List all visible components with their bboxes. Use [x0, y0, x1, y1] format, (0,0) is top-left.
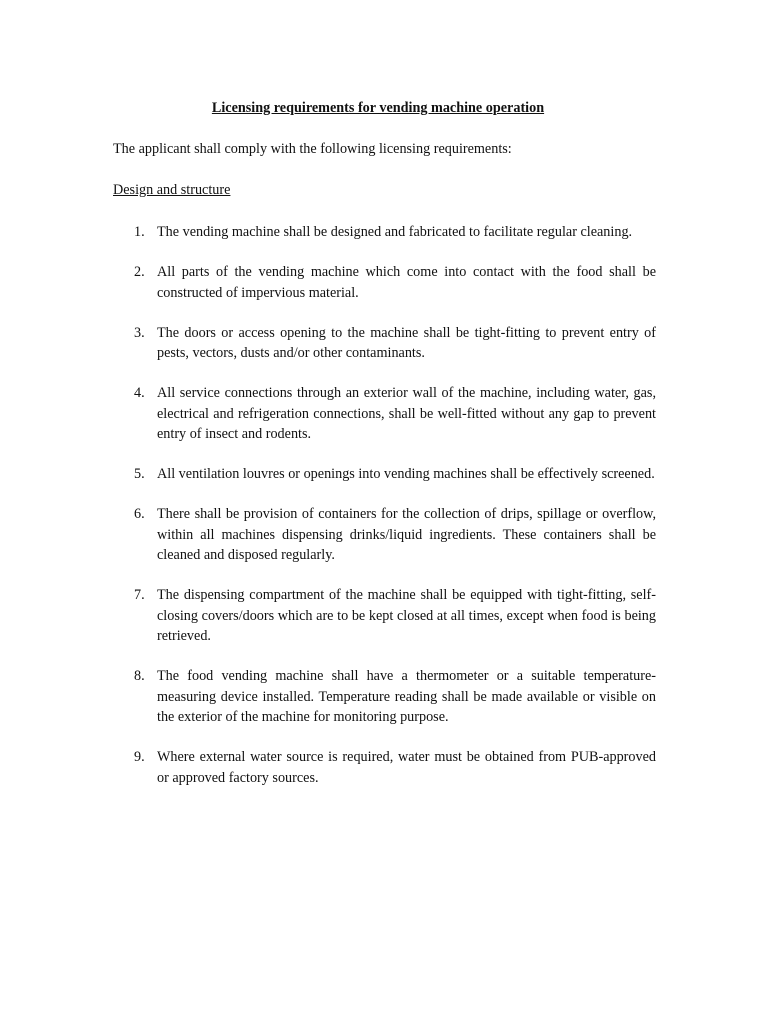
- list-item: [0, 585, 768, 647]
- item-number: 6.: [134, 506, 145, 522]
- item-text: The dispensing compartment of the machine shall be equipped with tight-fitting, self- closing covers/doors which are to be kept closed at all times, except when food is being retrieved.: [157, 587, 656, 644]
- item-text: The doors or access opening to the machine shall be tight-fitting to prevent entry of pests, vectors, dusts and/or other contaminants.: [157, 324, 656, 361]
- section-heading: Design and structure: [113, 182, 231, 198]
- list-item: [0, 464, 768, 485]
- item-text: All ventilation louvres or openings into vending machines shall be effectively screened.: [157, 466, 655, 482]
- document-title: Licensing requirements for vending machine operation: [211, 100, 545, 116]
- list-item: [0, 666, 768, 728]
- list-item: [0, 323, 768, 364]
- list-item: [0, 222, 768, 243]
- list-item: [0, 383, 768, 445]
- item-number: 5.: [134, 466, 145, 482]
- item-text: All service connections through an exterior wall of the machine, including water, gas, electrical and refrigeration connections, shall be well-fitted without any gap to prevent entry of insect and rodents.: [157, 385, 656, 442]
- list-item: [0, 747, 768, 788]
- item-text: The food vending machine shall have a thermometer or a suitable temperature-measuring device installed. Temperature reading shall be made available or visible on the exterior of the machine for monitoring purpose.: [157, 668, 656, 725]
- item-number: 8.: [134, 668, 145, 684]
- item-number: 4.: [134, 385, 145, 401]
- item-text: All parts of the vending machine which come into contact with the food shall be constructed of impervious material.: [157, 264, 656, 301]
- item-text: Where external water source is required, water must be obtained from PUB-approved or approved factory sources.: [157, 749, 656, 786]
- item-text: There shall be provision of containers for the collection of drips, spillage or overflow, within all machines dispensing drinks/liquid ingredients. These containers shall be cleaned and disposed regularly.: [157, 506, 656, 563]
- item-number: 1.: [134, 224, 145, 240]
- item-number: 7.: [134, 587, 145, 603]
- list-item: [0, 262, 768, 303]
- item-number: 3.: [134, 324, 145, 341]
- intro-paragraph: The applicant shall comply with the following licensing requirements:: [113, 141, 512, 157]
- list-item: [0, 504, 768, 566]
- item-text: The vending machine shall be designed and fabricated to facilitate regular cleaning.: [157, 224, 633, 240]
- item-number: 9.: [134, 749, 145, 765]
- item-number: 2.: [134, 264, 145, 280]
- requirements-list: [0, 222, 768, 808]
